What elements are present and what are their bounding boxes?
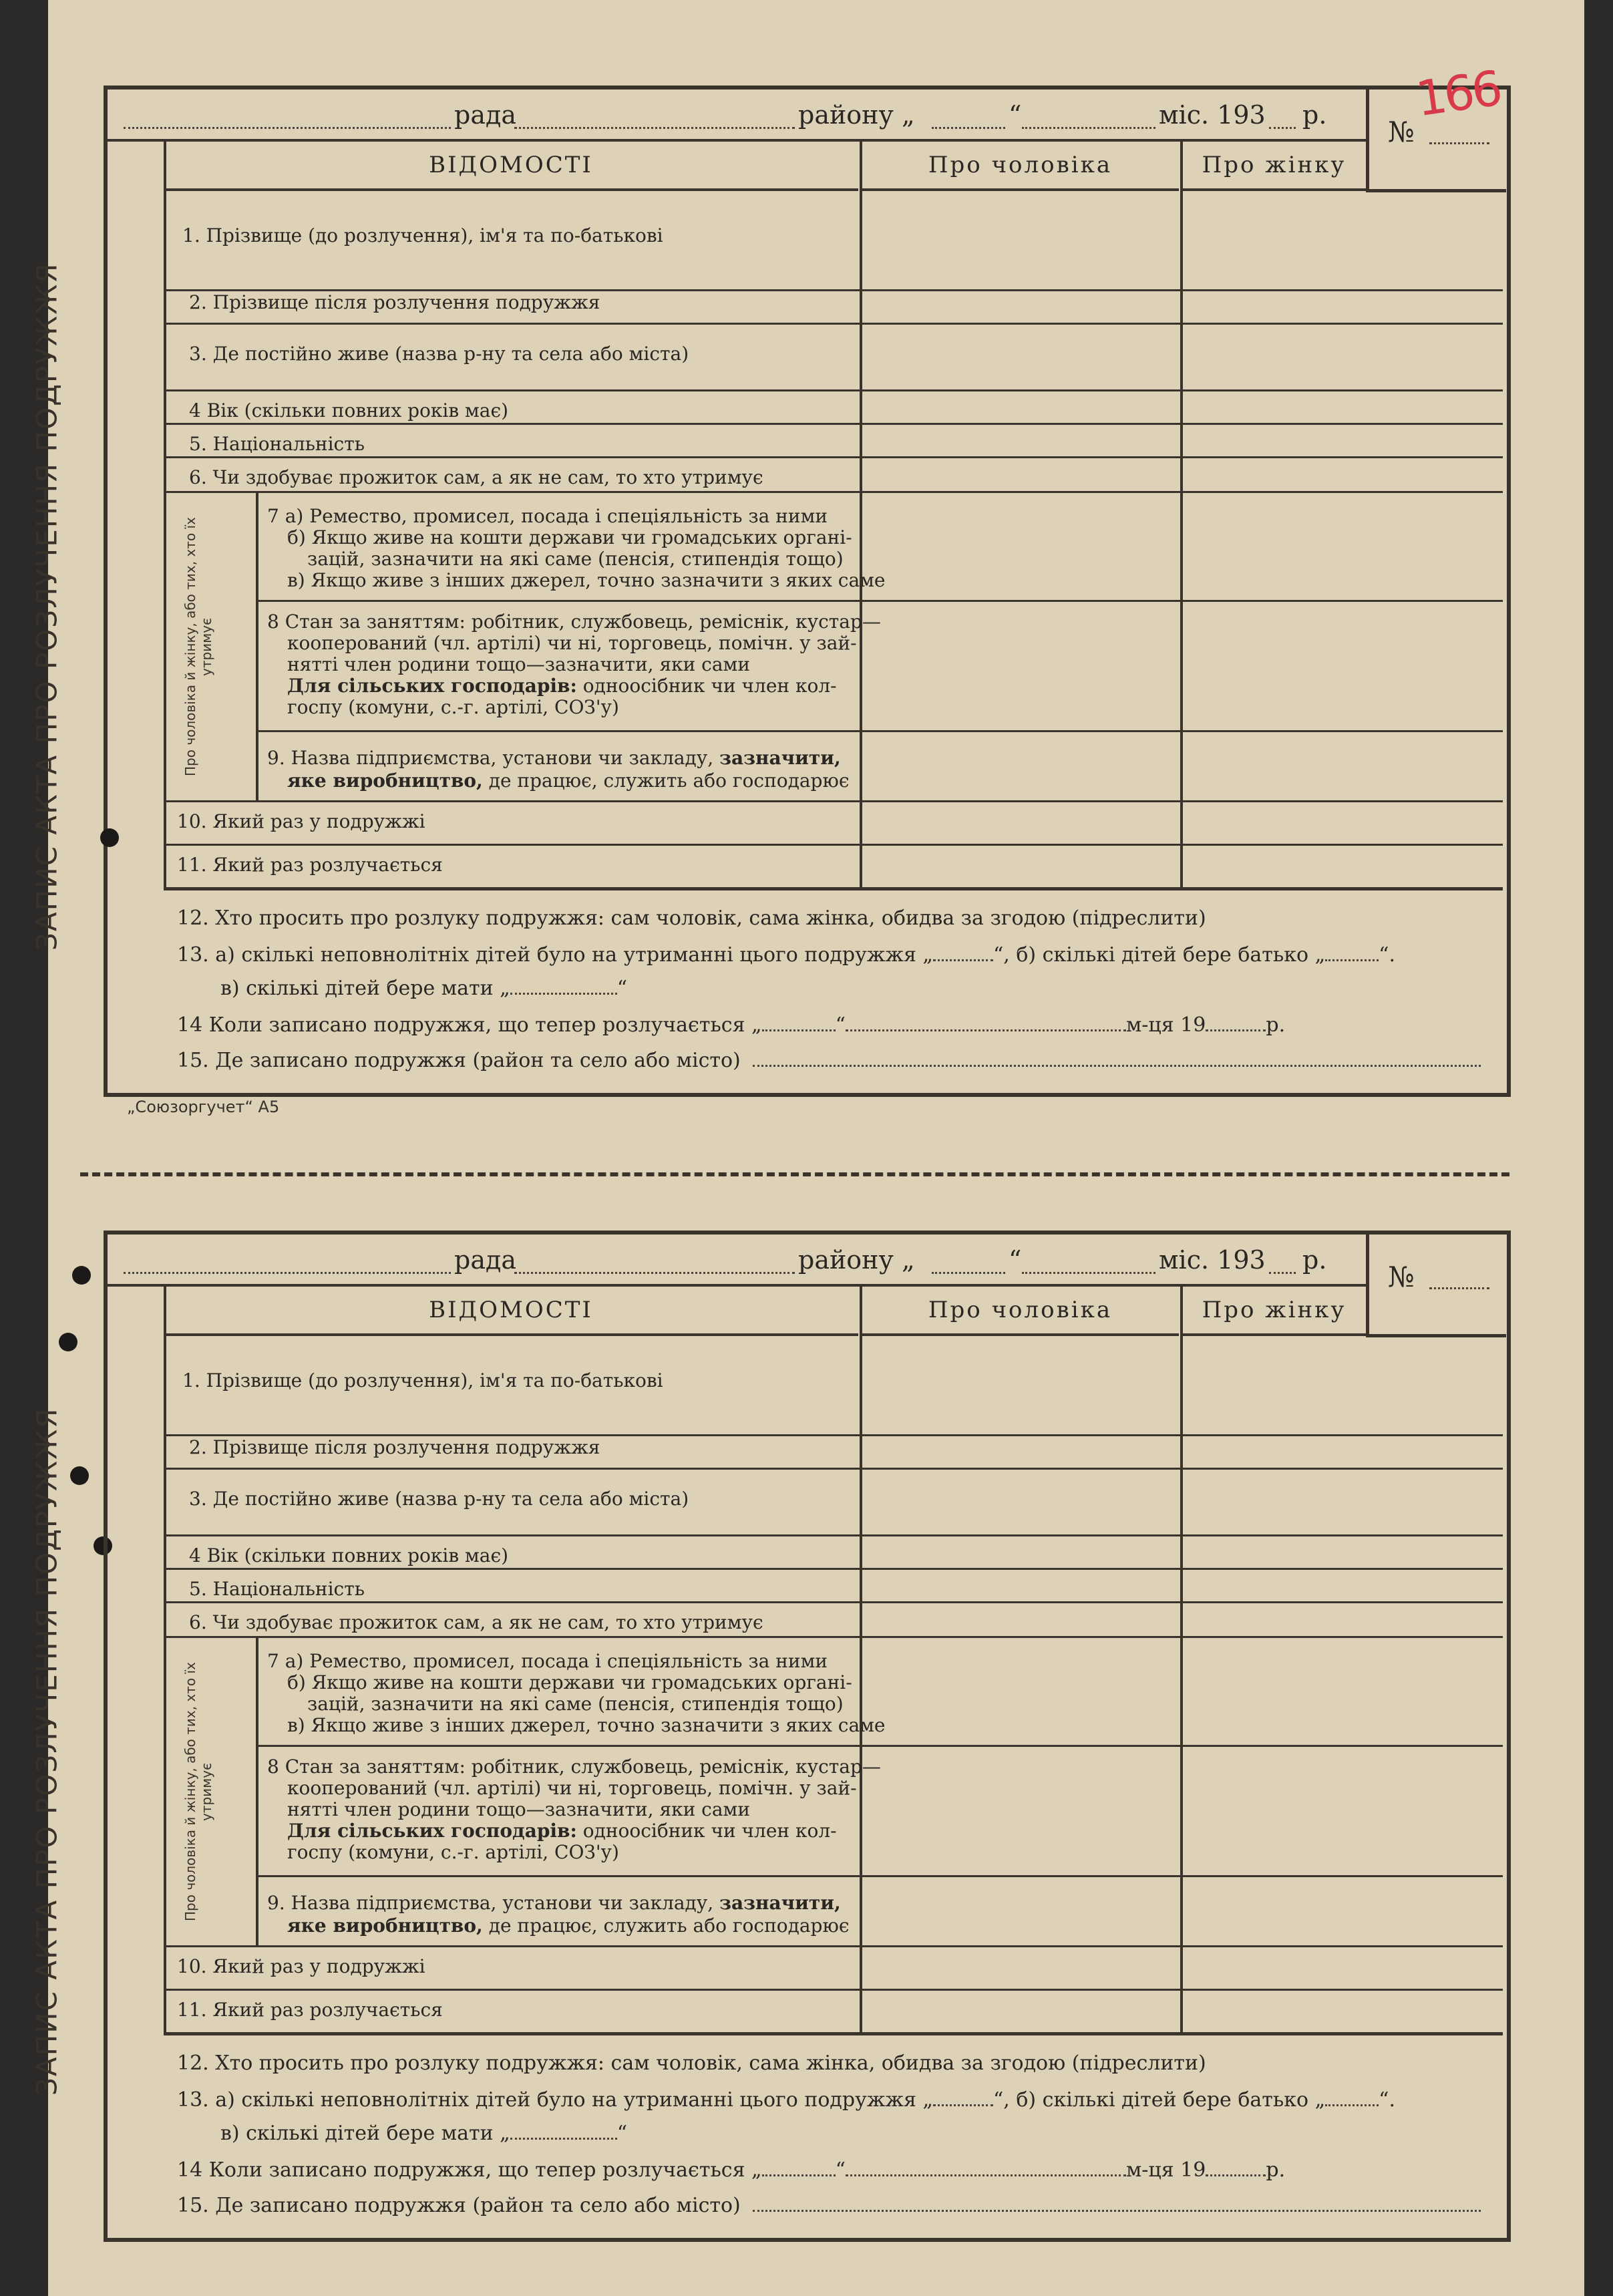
bracket-note: Про чоловіка й жінку, або тих, хто їх утримує bbox=[182, 1662, 214, 1921]
number-box bbox=[1366, 1231, 1506, 1337]
row-11-label: 11. Який раз розлучається bbox=[177, 854, 443, 876]
row-8-label: 8 Стан за заняттям: робітник, службовець, реміснік, кустар— bbox=[267, 1756, 881, 1778]
row-12-label: 12. Хто просить про розлуку подружжя: сам чоловік, сама жінка, обидва за згодою (підреслити) bbox=[177, 2052, 1206, 2075]
bracket-divider bbox=[256, 1636, 258, 1945]
row-10-label: 10. Який раз у подружжі bbox=[177, 1955, 425, 1977]
row-11-label: 11. Який раз розлучається bbox=[177, 1999, 443, 2021]
row-7b-label: б) Якщо живе на кошти держави чи громадських органі- bbox=[287, 1671, 852, 1693]
perforation-line bbox=[80, 1172, 1509, 1176]
printer-mark: „Союзоргучет“ А5 bbox=[127, 1098, 280, 1116]
form-side-title: ЗАПИС АКТА ПРО РОЗЛУЧЕННЯ ПОДРУЖЖЯ bbox=[30, 262, 63, 951]
column-divider bbox=[164, 142, 166, 887]
row-divider bbox=[257, 730, 1503, 732]
row-divider bbox=[164, 389, 1503, 391]
row-8-line5: госпу (комуни, с.-г. артілі, СОЗ'у) bbox=[287, 1841, 619, 1863]
number-label: № bbox=[1388, 116, 1415, 148]
row-5-label: 5. Національність bbox=[189, 433, 365, 455]
column-info-header: ВІДОМОСТІ bbox=[164, 142, 858, 191]
form-bottom-section bbox=[104, 2032, 1503, 2233]
header-rada: рада bbox=[454, 100, 517, 130]
row-13b-label: в) скількі дітей бере мати „ “ bbox=[220, 977, 628, 1000]
row-divider bbox=[164, 423, 1503, 425]
row-8-line3: нятті член родини тощо—зазначити, яки сами bbox=[287, 653, 750, 675]
row-7b-cont-label: зацій, зазначити на які саме (пенсія, стипендія тощо) bbox=[307, 1693, 844, 1715]
row-3-label: 3. Де постійно живе (назва р-ну та села або міста) bbox=[189, 343, 689, 365]
header-rayonu: району „ bbox=[798, 1245, 915, 1275]
column-info-header: ВІДОМОСТІ bbox=[164, 1287, 858, 1336]
row-8-line2: кооперований (чл. артілі) чи ні, торговець, помічн. у зай- bbox=[287, 1777, 857, 1799]
row-15-label: 15. Де записано подружжя (район та село або місто) bbox=[177, 1049, 1481, 1072]
row-divider bbox=[164, 1468, 1503, 1470]
row-13a-label: 13. а) скількі неповнолітніх дітей було на утриманні цього подружжя „ “, б) скількі дітей бере батько „ “. bbox=[177, 943, 1395, 967]
header-month-year: міс. 193 bbox=[1159, 1245, 1266, 1275]
row-7a-label: 7 а) Ремество, промисел, посада і спеціяльність за ними bbox=[267, 505, 828, 527]
header-rada: рада bbox=[454, 1245, 517, 1275]
row-9-label: 9. Назва підприємства, установи чи закладу, зазначити, bbox=[267, 1892, 841, 1914]
row-divider bbox=[164, 1989, 1503, 1991]
row-13a-label: 13. а) скількі неповнолітніх дітей було на утриманні цього подружжя „ “, б) скількі дітей бере батько „ “. bbox=[177, 2088, 1395, 2112]
row-divider bbox=[257, 1745, 1503, 1747]
row-6-label: 6. Чи здобуває прожиток сам, а як не сам, то хто утримує bbox=[189, 1611, 763, 1633]
binding-hole bbox=[100, 828, 119, 847]
header-r: р. bbox=[1302, 100, 1327, 130]
column-husband-header: Про чоловіка bbox=[862, 142, 1179, 191]
row-1-label: 1. Прізвище (до розлучення), ім'я та по-батькові bbox=[182, 1369, 663, 1391]
row-7a-label: 7 а) Ремество, промисел, посада і спеціяльність за ними bbox=[267, 1650, 828, 1672]
row-8-label: 8 Стан за заняттям: робітник, службовець, реміснік, кустар— bbox=[267, 611, 881, 633]
row-divider bbox=[164, 491, 1503, 493]
row-9-line2: яке виробництво, де працює, служить або господарює bbox=[287, 770, 850, 792]
row-9-line2: яке виробництво, де працює, служить або господарює bbox=[287, 1915, 850, 1937]
form-bottom-section bbox=[104, 887, 1503, 1088]
row-8-line5: госпу (комуни, с.-г. артілі, СОЗ'у) bbox=[287, 696, 619, 718]
row-divider bbox=[164, 844, 1503, 846]
row-divider bbox=[164, 1568, 1503, 1570]
header-month-year: міс. 193 bbox=[1159, 100, 1266, 130]
column-wife-header: Про жінку bbox=[1182, 1287, 1366, 1336]
row-5-label: 5. Національність bbox=[189, 1578, 365, 1600]
row-2-label: 2. Прізвище після розлучення подружжя bbox=[189, 1436, 600, 1458]
row-2-label: 2. Прізвище після розлучення подружжя bbox=[189, 291, 600, 313]
row-divider bbox=[164, 1534, 1503, 1536]
row-divider bbox=[164, 800, 1503, 802]
row-14-label: 14 Коли записано подружжя, що тепер розлучається „ “ м-ця 19 р. bbox=[177, 1013, 1286, 1037]
number-label: № bbox=[1388, 1261, 1415, 1293]
row-15-label: 15. Де записано подружжя (район та село або місто) bbox=[177, 2194, 1481, 2217]
row-6-label: 6. Чи здобуває прожиток сам, а як не сам, то хто утримує bbox=[189, 466, 763, 488]
row-divider bbox=[257, 1875, 1503, 1877]
form-header bbox=[104, 1231, 1366, 1287]
row-7c-label: в) Якщо живе з інших джерел, точно зазначити з яких саме bbox=[287, 569, 886, 591]
row-7c-label: в) Якщо живе з інших джерел, точно зазначити з яких саме bbox=[287, 1714, 886, 1736]
row-3-label: 3. Де постійно живе (назва р-ну та села або міста) bbox=[189, 1488, 689, 1510]
bracket-note: Про чоловіка й жінку, або тих, хто їх утримує bbox=[182, 517, 214, 776]
form-side-title: ЗАПИС АКТА ПРО РОЗЛУЧЕННЯ ПОДРУЖЖЯ bbox=[30, 1407, 63, 2096]
column-divider bbox=[1180, 1287, 1183, 2032]
row-8-line4: Для сільських господарів: одноосібник чи член кол- bbox=[287, 1820, 837, 1842]
header-quote: “ bbox=[1009, 1245, 1022, 1275]
divorce-record-form-bottom bbox=[30, 1231, 1509, 2236]
header-quote: “ bbox=[1009, 100, 1022, 130]
header-r: р. bbox=[1302, 1245, 1327, 1275]
header-rayonu: району „ bbox=[798, 100, 915, 130]
row-8-line3: нятті член родини тощо—зазначити, яки сами bbox=[287, 1798, 750, 1820]
row-9-label: 9. Назва підприємства, установи чи закладу, зазначити, bbox=[267, 747, 841, 769]
row-divider bbox=[164, 1636, 1503, 1638]
column-divider bbox=[164, 1287, 166, 2032]
row-divider bbox=[257, 600, 1503, 602]
form-header bbox=[104, 86, 1366, 142]
row-divider bbox=[164, 1945, 1503, 1947]
column-divider bbox=[860, 142, 862, 887]
handwritten-number: 166 bbox=[1412, 59, 1503, 128]
row-8-line2: кооперований (чл. артілі) чи ні, торговець, помічн. у зай- bbox=[287, 632, 857, 654]
row-14-label: 14 Коли записано подружжя, що тепер розлучається „ “ м-ця 19 р. bbox=[177, 2158, 1286, 2182]
column-divider bbox=[860, 1287, 862, 2032]
row-divider bbox=[164, 1601, 1503, 1603]
row-8-line4: Для сільських господарів: одноосібник чи член кол- bbox=[287, 675, 837, 697]
row-12-label: 12. Хто просить про розлуку подружжя: сам чоловік, сама жінка, обидва за згодою (підреслити) bbox=[177, 907, 1206, 930]
row-divider bbox=[164, 456, 1503, 458]
row-10-label: 10. Який раз у подружжі bbox=[177, 810, 425, 832]
column-wife-header: Про жінку bbox=[1182, 142, 1366, 191]
row-4-label: 4 Вік (скільки повних років має) bbox=[189, 1544, 509, 1567]
divorce-record-form-top bbox=[30, 59, 1509, 1116]
row-divider bbox=[164, 323, 1503, 325]
row-13b-label: в) скількі дітей бере мати „ “ bbox=[220, 2122, 628, 2145]
row-7b-cont-label: зацій, зазначити на які саме (пенсія, стипендія тощо) bbox=[307, 548, 844, 570]
row-1-label: 1. Прізвище (до розлучення), ім'я та по-батькові bbox=[182, 224, 663, 247]
row-7b-label: б) Якщо живе на кошти держави чи громадських органі- bbox=[287, 526, 852, 548]
bracket-divider bbox=[256, 491, 258, 800]
row-4-label: 4 Вік (скільки повних років має) bbox=[189, 399, 509, 422]
column-husband-header: Про чоловіка bbox=[862, 1287, 1179, 1336]
column-divider bbox=[1180, 142, 1183, 887]
